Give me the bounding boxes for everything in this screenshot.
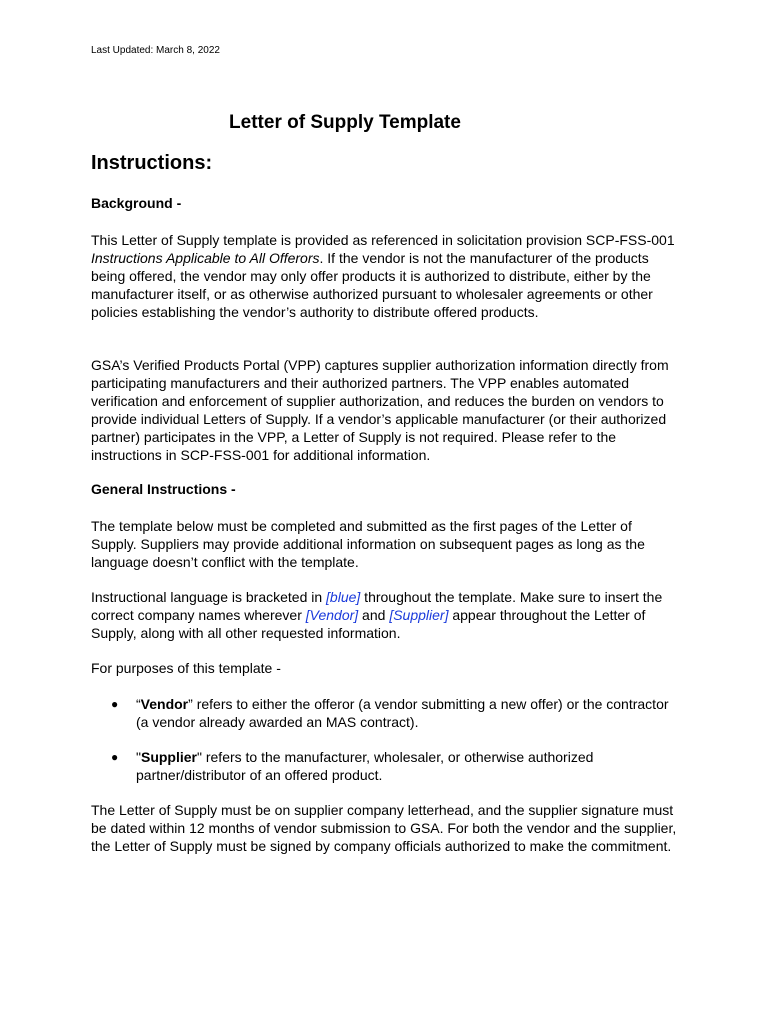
general-paragraph-1: The template below must be completed and submitted as the first pages of the Letter of Supply. Suppliers may provide additional information on subsequent pages as long as the language doesn’t conflict with the template. xyxy=(91,518,645,570)
background-p1-text: This Letter of Supply template is provided as referenced in solicitation provision SCP-FSS-001 xyxy=(91,232,675,248)
background-p1-italic: Instructions Applicable to All Offerors xyxy=(91,250,320,266)
last-updated-date: Last Updated: March 8, 2022 xyxy=(91,45,220,56)
definitions-list xyxy=(91,695,681,784)
definition-term: Vendor xyxy=(140,696,189,712)
general-p2-text: and xyxy=(358,607,390,623)
document-title: Letter of Supply Template xyxy=(229,112,461,133)
bullet-icon: ● xyxy=(111,750,119,764)
supplier-placeholder: [Supplier] xyxy=(389,607,449,623)
general-paragraph-2 xyxy=(91,588,681,642)
general-paragraph-3: For purposes of this template - xyxy=(91,660,281,676)
general-paragraph-4: The Letter of Supply must be on supplier company letterhead, and the supplier signature must be dated within 12 months of vendor submission to GSA. For both the vendor and the supplier, the Letter of Supply must be signed by company officials authorized to make the commitment. xyxy=(91,802,677,854)
instructions-heading: Instructions: xyxy=(91,152,213,174)
background-heading: Background - xyxy=(91,195,182,211)
background-p1-text-end: . If the vendor is not the manufacturer of the products being offered, the vendor may only offer products it is authorized to distribute, either by the manufacturer itself, or as otherwise authorized pursuant to wholesaler agreements or other policies establishing the vendor’s authority to distribute offered products. xyxy=(91,250,653,320)
definition-quote-open: " xyxy=(136,749,141,765)
bullet-icon: ● xyxy=(111,697,119,711)
general-p2-text: throughout the template. Make sure to insert the correct company names wherever xyxy=(91,589,663,623)
blue-bracket-example: [blue] xyxy=(326,589,361,605)
definition-term: Supplier xyxy=(140,749,197,765)
general-p2-text-end: appear throughout the Letter of Supply, along with all other requested information. xyxy=(91,607,646,641)
definition-quote-open: “ xyxy=(136,696,141,712)
definition-text: " refers to the manufacturer, wholesaler, or otherwise authorized partner/distributor of an offered product. xyxy=(136,749,594,783)
list-item xyxy=(91,748,681,784)
general-p2-text: Instructional language is bracketed in xyxy=(91,589,327,605)
background-paragraph-2: GSA’s Verified Products Portal (VPP) captures supplier authorization information directly from participating manufacturers and their authorized partners. The VPP enables automated verification and enforcement of supplier authorization, and reduces the burden on vendors to provide individual Letters of Supply. If a vendor’s applicable manufacturer (or their authorized partner) participates in the VPP, a Letter of Supply is not required. Please refer to the instructions in SCP-FSS-001 for additional information. xyxy=(91,357,669,463)
general-instructions-heading: General Instructions - xyxy=(91,481,236,497)
list-item xyxy=(91,695,681,731)
definition-text: ” refers to either the offeror (a vendor submitting a new offer) or the contractor (a vendor already awarded an MAS contract). xyxy=(136,696,669,730)
vendor-placeholder: [Vendor] xyxy=(305,607,359,623)
background-paragraph-1 xyxy=(91,231,681,321)
